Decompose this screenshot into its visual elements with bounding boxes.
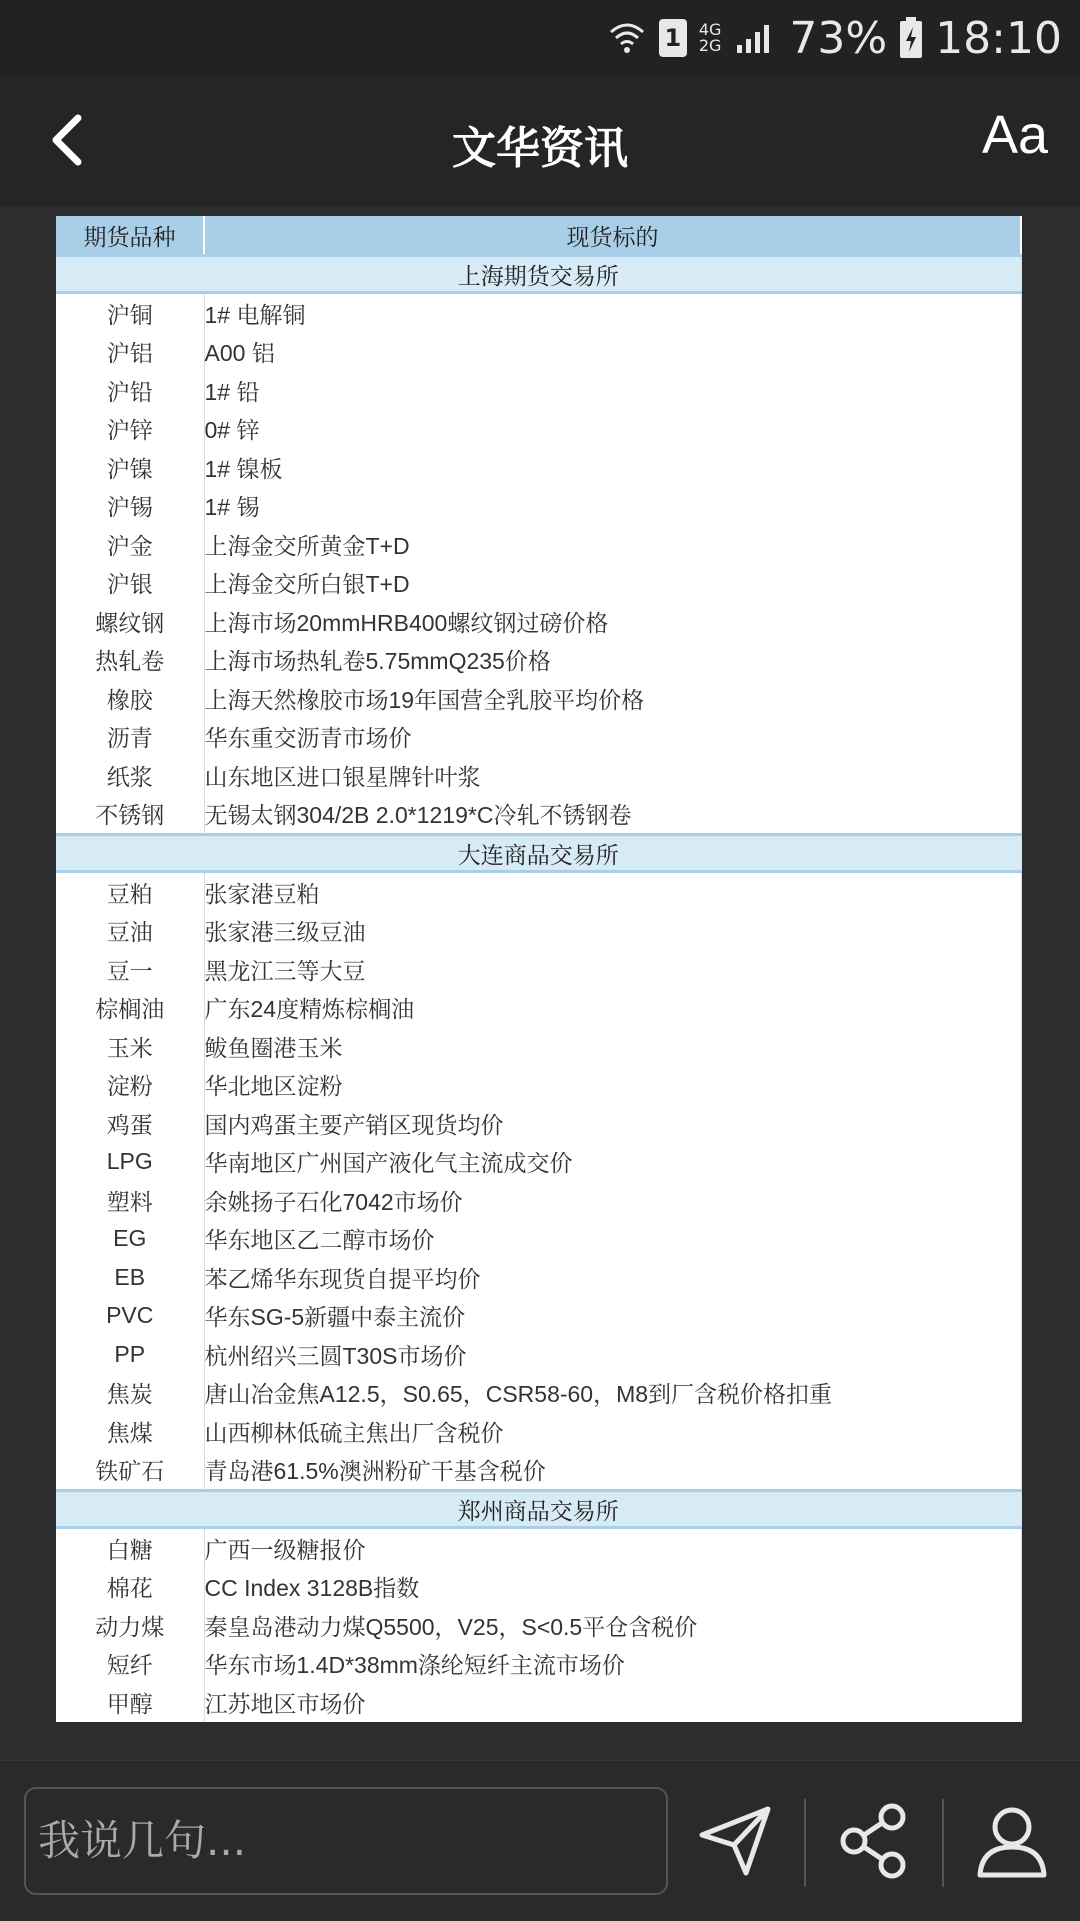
spot-benchmark-cell: 华南地区广州国产液化气主流成交价: [204, 1143, 1021, 1182]
futures-variety-cell: 沪金: [56, 525, 204, 564]
exchange-name: 大连商品交易所: [56, 835, 1021, 872]
spot-benchmark-cell: 张家港三级豆油: [204, 912, 1021, 951]
spot-benchmark-cell: 山西柳林低硫主焦出厂含税价: [204, 1412, 1021, 1451]
table-row: [56, 1335, 1021, 1374]
table-row: [56, 602, 1021, 641]
futures-variety-cell: 塑料: [56, 1181, 204, 1220]
table-row: [56, 1374, 1021, 1413]
app-bar: [0, 76, 1080, 206]
table-row: [56, 1297, 1021, 1336]
futures-variety-cell: 不锈钢: [56, 795, 204, 835]
futures-variety-cell: 沪锌: [56, 410, 204, 449]
spot-benchmark-cell: 华东SG-5新疆中泰主流价: [204, 1297, 1021, 1336]
table-row: [56, 487, 1021, 526]
spot-benchmark-cell: 1# 锡: [204, 487, 1021, 526]
spot-benchmark-cell: A00 铝: [204, 333, 1021, 372]
futures-variety-cell: EB: [56, 1258, 204, 1297]
table-row: [56, 950, 1021, 989]
futures-variety-cell: 淀粉: [56, 1066, 204, 1105]
spot-benchmark-cell: 苯乙烯华东现货自提平均价: [204, 1258, 1021, 1297]
spot-benchmark-cell: 上海金交所白银T+D: [204, 564, 1021, 603]
section-header-row: [56, 256, 1021, 293]
wifi-icon: [607, 18, 647, 58]
battery-charging-icon: [899, 17, 923, 59]
send-button[interactable]: [696, 1801, 776, 1881]
spot-benchmark-cell: 上海市场20mmHRB400螺纹钢过磅价格: [204, 602, 1021, 641]
column-header-variety: 期货品种: [56, 216, 204, 256]
table-row: [56, 525, 1021, 564]
spot-benchmark-cell: 张家港豆粕: [204, 872, 1021, 912]
font-size-button[interactable]: Aa: [981, 105, 1048, 165]
spot-benchmark-cell: 国内鸡蛋主要产销区现货均价: [204, 1104, 1021, 1143]
spot-benchmark-cell: 广东24度精炼棕榈油: [204, 989, 1021, 1028]
table-row: [56, 1568, 1021, 1607]
spot-benchmark-cell: 华东市场1.4D*38mm涤纶短纤主流市场价: [204, 1645, 1021, 1684]
status-bar: [0, 0, 1080, 76]
futures-variety-cell: 棉花: [56, 1568, 204, 1607]
spot-benchmark-cell: 杭州绍兴三圆T30S市场价: [204, 1335, 1021, 1374]
futures-variety-cell: 橡胶: [56, 679, 204, 718]
futures-variety-cell: EG: [56, 1220, 204, 1259]
spot-benchmark-cell: 上海天然橡胶市场19年国营全乳胶平均价格: [204, 679, 1021, 718]
network-4g-label: 4G: [698, 20, 722, 39]
table-row: [56, 989, 1021, 1028]
section-header-row: [56, 1491, 1021, 1528]
futures-variety-cell: PVC: [56, 1297, 204, 1336]
table-row: [56, 371, 1021, 410]
table-row: [56, 410, 1021, 449]
table-row: [56, 756, 1021, 795]
table-row: [56, 333, 1021, 372]
futures-variety-cell: 螺纹钢: [56, 602, 204, 641]
futures-variety-cell: 豆粕: [56, 872, 204, 912]
spot-benchmark-cell: 上海金交所黄金T+D: [204, 525, 1021, 564]
table-row: [56, 1412, 1021, 1451]
futures-variety-cell: 甲醇: [56, 1683, 204, 1722]
table-row: [56, 1528, 1021, 1568]
futures-variety-cell: 铁矿石: [56, 1451, 204, 1491]
spot-benchmark-cell: 1# 镍板: [204, 448, 1021, 487]
futures-variety-cell: 鸡蛋: [56, 1104, 204, 1143]
table-row: [56, 795, 1021, 835]
clock: 18:10: [935, 12, 1062, 64]
table-row: [56, 1027, 1021, 1066]
spot-benchmark-cell: 1# 电解铜: [204, 293, 1021, 333]
futures-variety-cell: 热轧卷: [56, 641, 204, 680]
futures-variety-cell: 白糖: [56, 1528, 204, 1568]
table-row: [56, 293, 1021, 333]
futures-variety-cell: 沥青: [56, 718, 204, 757]
profile-button[interactable]: [972, 1801, 1052, 1881]
divider: [804, 1799, 806, 1887]
comment-input[interactable]: [36, 1789, 640, 1891]
table-header-row: [56, 216, 1021, 256]
spot-benchmark-cell: 华东重交沥青市场价: [204, 718, 1021, 757]
table-row: [56, 448, 1021, 487]
futures-variety-cell: 焦炭: [56, 1374, 204, 1413]
table-row: [56, 1220, 1021, 1259]
futures-variety-cell: PP: [56, 1335, 204, 1374]
section-header-row: [56, 835, 1021, 872]
spot-benchmark-cell: 山东地区进口银星牌针叶浆: [204, 756, 1021, 795]
spot-benchmark-cell: 华东地区乙二醇市场价: [204, 1220, 1021, 1259]
send-icon: [696, 1801, 776, 1881]
bottom-bar: [0, 1760, 1080, 1921]
column-header-spot: 现货标的: [204, 216, 1021, 256]
futures-variety-cell: 玉米: [56, 1027, 204, 1066]
spot-benchmark-cell: 0# 锌: [204, 410, 1021, 449]
spot-benchmark-cell: 上海市场热轧卷5.75mmQ235价格: [204, 641, 1021, 680]
sim-slot-badge: 1: [659, 19, 687, 57]
table-row: [56, 1606, 1021, 1645]
spot-benchmark-cell: CC Index 3128B指数: [204, 1568, 1021, 1607]
table-row: [56, 718, 1021, 757]
futures-variety-cell: 沪铅: [56, 371, 204, 410]
futures-table: [56, 216, 1022, 1722]
futures-variety-cell: 沪锡: [56, 487, 204, 526]
spot-benchmark-cell: 青岛港61.5%澳洲粉矿干基含税价: [204, 1451, 1021, 1491]
spot-benchmark-cell: 唐山冶金焦A12.5，S0.65，CSR58-60，M8到厂含税价格扣重: [204, 1374, 1021, 1413]
spot-benchmark-cell: 广西一级糖报价: [204, 1528, 1021, 1568]
futures-variety-cell: 豆一: [56, 950, 204, 989]
network-2g-label: 2G: [698, 36, 722, 55]
table-row: [56, 1451, 1021, 1491]
futures-variety-cell: LPG: [56, 1143, 204, 1182]
exchange-name: 郑州商品交易所: [56, 1491, 1021, 1528]
table-row: [56, 1104, 1021, 1143]
share-button[interactable]: [834, 1801, 914, 1881]
futures-variety-cell: 焦煤: [56, 1412, 204, 1451]
spot-benchmark-cell: 1# 铅: [204, 371, 1021, 410]
table-row: [56, 1143, 1021, 1182]
table-row: [56, 912, 1021, 951]
article-content[interactable]: [0, 206, 1080, 1760]
battery-percent: 73%: [789, 12, 888, 64]
futures-variety-cell: 沪铝: [56, 333, 204, 372]
spot-benchmark-cell: 余姚扬子石化7042市场价: [204, 1181, 1021, 1220]
table-row: [56, 641, 1021, 680]
user-icon: [972, 1801, 1052, 1881]
spot-benchmark-cell: 秦皇岛港动力煤Q5500，V25，S<0.5平仓含税价: [204, 1606, 1021, 1645]
spot-benchmark-cell: 华北地区淀粉: [204, 1066, 1021, 1105]
signal-4g-icon: [699, 22, 722, 54]
futures-variety-cell: 棕榈油: [56, 989, 204, 1028]
futures-variety-cell: 动力煤: [56, 1606, 204, 1645]
futures-variety-cell: 短纤: [56, 1645, 204, 1684]
table-row: [56, 679, 1021, 718]
table-row: [56, 1066, 1021, 1105]
spot-benchmark-cell: 黑龙江三等大豆: [204, 950, 1021, 989]
spot-benchmark-cell: 无锡太钢304/2B 2.0*1219*C冷轧不锈钢卷: [204, 795, 1021, 835]
signal-bars-icon: [733, 21, 777, 55]
futures-variety-cell: 纸浆: [56, 756, 204, 795]
futures-variety-cell: 沪镍: [56, 448, 204, 487]
futures-variety-cell: 沪铜: [56, 293, 204, 333]
share-icon: [834, 1801, 914, 1881]
page-title: 文华资讯: [452, 123, 628, 174]
table-row: [56, 564, 1021, 603]
futures-variety-cell: 豆油: [56, 912, 204, 951]
spot-benchmark-cell: 鲅鱼圈港玉米: [204, 1027, 1021, 1066]
table-row: [56, 872, 1021, 912]
exchange-name: 上海期货交易所: [56, 256, 1021, 293]
table-row: [56, 1683, 1021, 1722]
table-row: [56, 1181, 1021, 1220]
spot-benchmark-cell: 江苏地区市场价: [204, 1683, 1021, 1722]
table-row: [56, 1258, 1021, 1297]
comment-box[interactable]: [24, 1787, 668, 1895]
futures-variety-cell: 沪银: [56, 564, 204, 603]
divider: [942, 1799, 944, 1887]
table-row: [56, 1645, 1021, 1684]
